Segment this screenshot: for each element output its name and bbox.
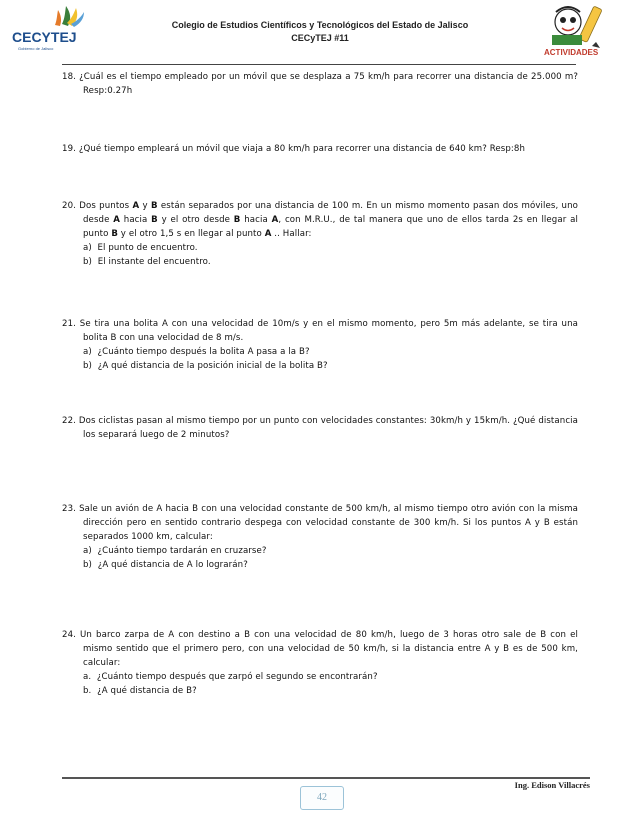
subquestion (62, 359, 578, 373)
point-label: A (264, 229, 272, 239)
subquestion-text: ¿A qué distancia de B? (97, 686, 197, 696)
subquestion (62, 255, 578, 269)
subquestion-label: a) (83, 243, 92, 253)
cecytej-logo (8, 2, 108, 54)
subquestion-text: El punto de encuentro. (97, 243, 198, 253)
subquestion-label: a. (83, 672, 92, 682)
question-text: Un barco zarpa de A con destino a B con una velocidad de 80 km/h, luego de 3 horas otro sale de B con el mismo sentido que el primero pero, con una velocidad de 50 km/h, si la distancia entre A y B es de 500 km, calcular: (80, 630, 578, 668)
header-subtitle: CECyTEJ #11 (291, 33, 349, 43)
subquestion-text: El instante del encuentro. (97, 257, 211, 267)
question-text: hacia (240, 215, 272, 225)
subquestion (62, 345, 578, 359)
page-number: 42 (300, 786, 344, 810)
question-22 (62, 414, 578, 442)
question-text: .. Hallar: (271, 229, 312, 239)
point-label: B (150, 201, 158, 211)
header-divider (62, 64, 576, 65)
question-23 (62, 502, 578, 572)
subquestion (62, 241, 578, 255)
subquestion (62, 670, 578, 684)
subquestion-text: ¿Cuánto tiempo después que zarpó el segundo se encontrarán? (96, 672, 378, 682)
header-title: Colegio de Estudios Científicos y Tecnológicos del Estado de Jalisco (171, 20, 469, 30)
question-text: Dos ciclistas pasan al mismo tiempo por un punto con velocidades constantes: 30km/h y 15km/h. ¿Qué distancia los separará luego de 2 minutos? (78, 416, 578, 440)
subquestion-label: a) (83, 347, 92, 357)
question-number: 18. (62, 72, 76, 82)
subquestion-text: ¿Cuánto tiempo tardarán en cruzarse? (97, 546, 267, 556)
question-21 (62, 317, 578, 373)
actividades-mascot-logo (530, 2, 628, 60)
question-19 (62, 142, 578, 156)
question-text: y el otro desde (157, 215, 234, 225)
question-number: 23. (62, 504, 76, 514)
question-text: hacia (120, 215, 152, 225)
point-label: B (151, 215, 158, 225)
footer-author: Ing. Edison Villacrés (514, 780, 590, 790)
subquestion-label: b) (83, 257, 93, 267)
question-text: ¿Qué tiempo empleará un móvil que viaja a 80 km/h para recorrer una distancia de 640 km? Resp:8h (78, 144, 526, 154)
question-18 (62, 70, 578, 98)
question-number: 22. (62, 416, 76, 426)
question-text: y (139, 201, 151, 211)
question-number: 20. (62, 201, 76, 211)
page-header (0, 0, 638, 66)
point-label: A (113, 215, 120, 225)
question-text: Dos puntos (79, 201, 133, 211)
subquestion (62, 684, 578, 698)
question-24 (62, 628, 578, 698)
question-text: Se tira una bolita A con una velocidad de 10m/s y en el mismo momento, pero 5m más adelante, se tira una bolita B con una velocidad de 8 m/s. (79, 319, 578, 343)
footer-divider (62, 777, 590, 779)
logo-text: CECYTEJ (12, 29, 77, 45)
question-text: Sale un avión de A hacia B con una velocidad constante de 500 km/h, al mismo tiempo otro avión con la misma dirección pero en sentido contrario despega con velocidad constante de 300 km/h. Si los puntos A y B están separados 1000 km, calcular: (79, 504, 578, 542)
question-20 (62, 199, 578, 269)
subquestion (62, 544, 578, 558)
question-number: 21. (62, 319, 76, 329)
subquestion-label: b. (83, 686, 92, 696)
point-label: A (271, 215, 279, 225)
subquestion-label: b) (83, 560, 93, 570)
logo-subtext: Gobierno de Jalisco (18, 46, 54, 51)
point-label: A (132, 201, 140, 211)
subquestion-label: a) (83, 546, 92, 556)
question-text: están separados por una distancia de 100 m. En un mismo momento pasan dos móviles, uno desde (83, 201, 578, 225)
question-text: y el otro 1,5 s en llegar al punto (117, 229, 265, 239)
point-label: B (111, 229, 118, 239)
question-number: 19. (62, 144, 76, 154)
subquestion-text: ¿A qué distancia de A lo lograrán? (97, 560, 248, 570)
subquestion-text: ¿A qué distancia de la posición inicial de la bolita B? (97, 361, 328, 371)
subquestion-label: b) (83, 361, 93, 371)
question-text: , con M.R.U., de tal manera que uno de ellos tarda 2s en llegar al punto (83, 215, 578, 239)
subquestion-text: ¿Cuánto tiempo después la bolita A pasa a la B? (97, 347, 310, 357)
question-text: ¿Cuál es el tiempo empleado por un móvil que se desplaza a 75 km/h para recorrer una distancia de 25.000 m? Resp:0.27h (79, 72, 578, 96)
logo-actividades-text: ACTIVIDADES (544, 48, 599, 57)
subquestion (62, 558, 578, 572)
point-label: B (233, 215, 241, 225)
question-number: 24. (62, 630, 76, 640)
